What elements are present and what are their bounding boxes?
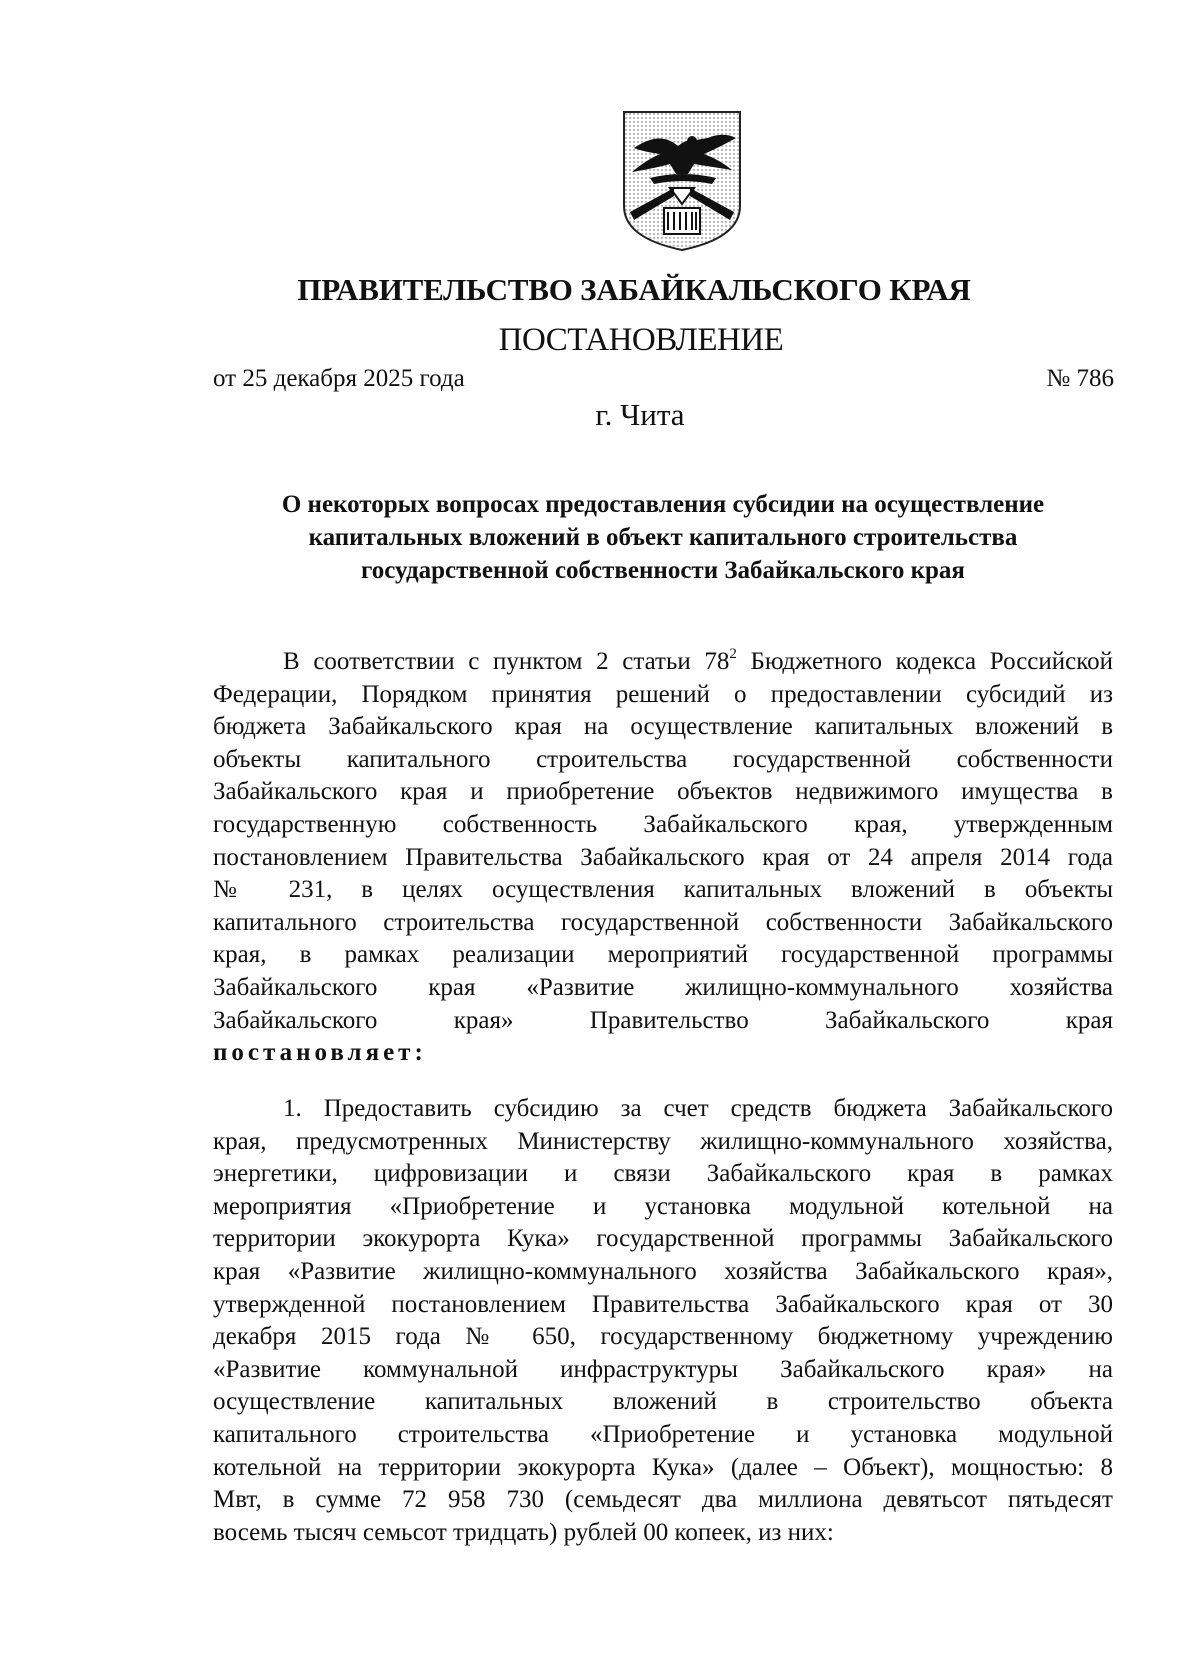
paragraph-line: капитального строительства «Приобретение и установка модульной: [213, 1420, 1113, 1448]
superscript: 2: [729, 646, 737, 662]
document-title: [213, 488, 1113, 587]
title-line: государственной собственности Забайкальского края: [361, 557, 965, 584]
paragraph-line: декабря 2015 года № 650, государственному бюджетному учреждению: [213, 1323, 1113, 1351]
paragraph-line: Забайкальского края» Правительство Забайкальского края: [213, 1006, 1113, 1034]
paragraph-line: «Развитие коммунальной инфраструктуры Забайкальского края» на: [213, 1355, 1113, 1383]
paragraph-line: капитального строительства государственной собственности Забайкальского: [213, 908, 1113, 936]
line-text: В соответствии с пунктом 2 статьи 78: [283, 648, 730, 675]
document-number: № 786: [1046, 365, 1114, 392]
coat-of-arms-icon: [620, 108, 744, 254]
paragraph-line: бюджета Забайкальского края на осуществление капитальных вложений в: [213, 713, 1113, 741]
paragraph-line: Федерации, Порядком принятия решений о предоставлении субсидий из: [213, 680, 1113, 708]
line-text: Бюджетного кодекса Российской: [736, 648, 1113, 675]
title-line: О некоторых вопросах предоставления субсидии на осуществление: [281, 491, 1045, 518]
preamble-paragraph: [213, 646, 1113, 1070]
paragraph-line: № 231, в целях осуществления капитальных вложений в объекты: [213, 876, 1113, 904]
document-date: от 25 декабря 2025 года: [213, 365, 465, 392]
paragraph-line: объекты капитального строительства государственной собственности: [213, 745, 1113, 773]
paragraph-line: [213, 646, 1113, 679]
document-type: ПОСТАНОВЛЕНИЕ: [498, 322, 784, 358]
paragraph-line: мероприятия «Приобретение и установка модульной котельной на: [213, 1192, 1113, 1220]
paragraph-line: утвержденной постановлением Правительства Забайкальского края от 30: [213, 1290, 1113, 1318]
title-line: капитальных вложений в объект капитального строительства: [308, 524, 1018, 551]
paragraph-line: [213, 1037, 1113, 1070]
paragraph-line: Мвт, в сумме 72 958 730 (семьдесят два миллиона девятьсот пятьдесят: [213, 1486, 1113, 1514]
paragraph-line: осуществление капитальных вложений в строительство объекта: [213, 1388, 1113, 1416]
paragraph-line: государственную собственность Забайкальского края, утвержденным: [213, 810, 1113, 838]
paragraph-line: края «Развитие жилищно-коммунального хозяйства Забайкальского края»,: [213, 1257, 1113, 1285]
paragraph-line: края, предусмотренных Министерству жилищно-коммунального хозяйства,: [213, 1127, 1113, 1155]
paragraph-line: края, в рамках реализации мероприятий государственной программы: [213, 941, 1113, 969]
document-city: г. Чита: [595, 397, 685, 432]
paragraph-line: территории экокурорта Кука» государственной программы Забайкальского: [213, 1225, 1113, 1253]
paragraph-line: 1. Предоставить субсидию за счет средств бюджета Забайкальского: [283, 1095, 1113, 1122]
paragraph-line: энергетики, цифровизации и связи Забайкальского края в рамках: [213, 1160, 1113, 1188]
paragraph-line: постановлением Правительства Забайкальского края от 24 апреля 2014 года: [213, 843, 1113, 871]
organization-name: ПРАВИТЕЛЬСТВО ЗАБАЙКАЛЬСКОГО КРАЯ: [297, 272, 971, 307]
paragraph-line: Забайкальского края и приобретение объектов недвижимого имущества в: [213, 778, 1113, 806]
resolves-word: постановляет:: [213, 1039, 427, 1067]
paragraph-line: Забайкальского края «Развитие жилищно-коммунального хозяйства: [213, 973, 1113, 1001]
paragraph-line: восемь тысяч семьсот тридцать) рублей 00 копеек, из них:: [213, 1518, 834, 1546]
item-1-paragraph: [213, 1093, 1113, 1549]
paragraph-line: котельной на территории экокурорта Кука» (далее – Объект), мощностью: 8: [213, 1453, 1113, 1481]
